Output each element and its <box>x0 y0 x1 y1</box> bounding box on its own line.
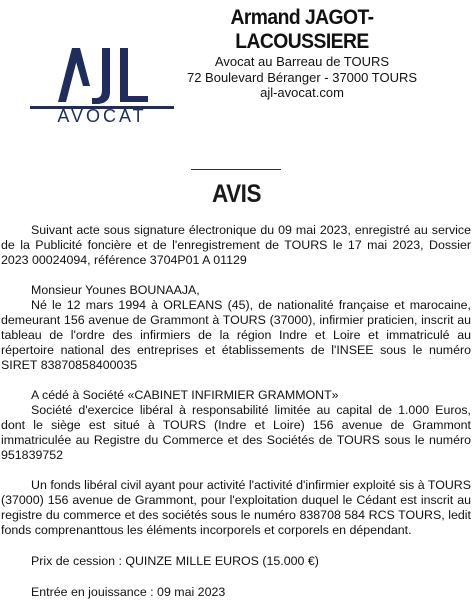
buyer-name: A cédé à Société «CABINET INFIRMIER GRAMMONT» <box>31 388 339 402</box>
lawyer-website: ajl-avocat.com <box>260 85 344 100</box>
bar-membership: Avocat au Barreau de TOURS <box>214 54 390 69</box>
deed-paragraph: Suivant acte sous signature électronique du 09 mai 2023, enregistré au service de la Publicité foncière et de l'enregistrement de TOURS le 17 mai 2023, Dossier 2023 00024094, référence 3704P01 A 01129 <box>1 223 471 267</box>
seller-name: Monsieur Younes BOUNAAJA, <box>31 283 200 297</box>
notice-body <box>1 223 471 600</box>
sale-price: Prix de cession : QUINZE MILLE EUROS (15.000 €) <box>31 554 319 568</box>
buyer-details: Société d'exercice libéral à responsabilité limitée au capital de 1.000 Euros, dont le siège est situé à TOURS (Indre et Loire) 156 avenue de Grammont immatriculée au Registre du Commerce et des Sociétés de TOURS sous le numéro 951839752 <box>1 403 471 462</box>
ajl-monogram-icon <box>28 40 176 110</box>
ajl-logo <box>28 40 176 126</box>
business-description: Un fonds libéral civil ayant pour activité l'activité d'infirmier exploité sis à TOURS (37000) 156 avenue de Grammont, pour l'exploitation duquel le Cédant est inscrit au registre du commerce et des sociétés sous le numéro 838708 584 RCS TOURS, ledit fonds comprenanttous les éléments incorporels et corporels en dépendant. <box>1 478 471 537</box>
lawyer-address: 72 Boulevard Béranger - 37000 TOURS <box>186 69 418 85</box>
logo-avocat-text: AVOCAT <box>57 106 147 126</box>
lawyer-header <box>167 6 437 101</box>
title-divider <box>191 169 281 170</box>
entry-date: Entrée en jouissance : 09 mai 2023 <box>31 585 226 599</box>
seller-details: Né le 12 mars 1994 à ORLEANS (45), de nationalité française et marocaine, demeurant 156 avenue de Grammont à TOURS (37000), infirmier praticien, inscrit au tableau de l'ordre des infirmiers de la région Indre et Loire et immatriculé au répertoire national des entreprises et établissements de l'INSEE sous le numéro SIRET 83870858400035 <box>1 298 471 372</box>
page-title: AVIS <box>211 180 262 208</box>
lawyer-name: Armand JAGOT-LACOUSSIERE <box>230 6 374 53</box>
